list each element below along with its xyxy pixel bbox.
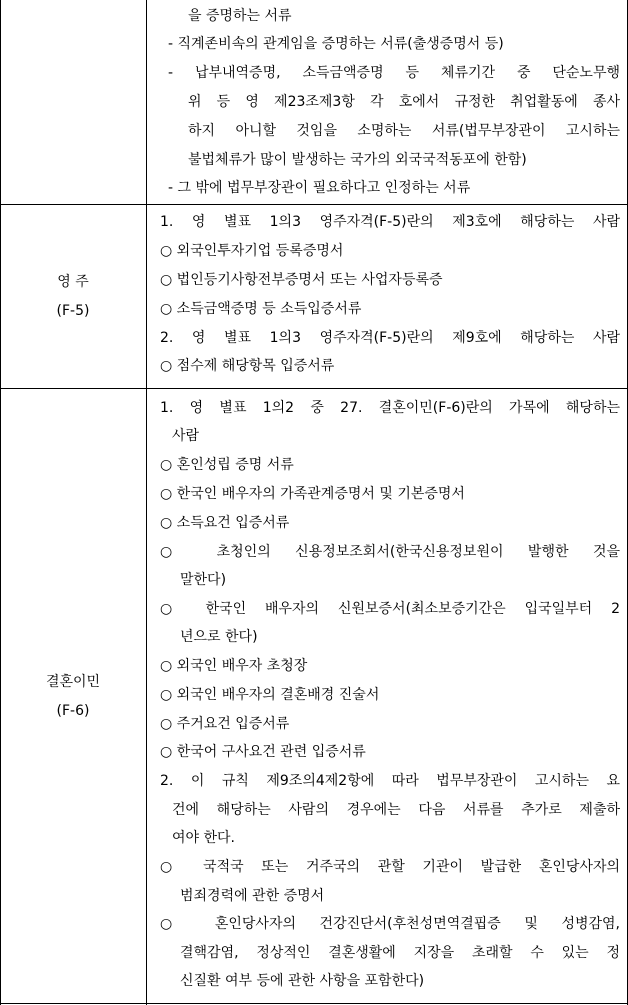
content-line: 불법체류가 많이 발생하는 국가의 외국국적동포에 한함) (188, 152, 527, 168)
row-divider (0, 204, 628, 205)
content-line: ○ 소득금액증명 등 소득입증서류 (160, 301, 362, 317)
content-line: ○ 외국인투자기업 등록증명서 (160, 243, 344, 259)
content-line: ○ 점수제 해당항목 입증서류 (160, 358, 335, 374)
table-column-divider (146, 0, 147, 1005)
category-label: 영 주 (57, 274, 89, 290)
content-line: 신질환 여부 등에 관한 사항을 포함한다) (180, 973, 425, 989)
content-line: 범죄경력에 관한 증명서 (180, 888, 325, 904)
row-divider (0, 388, 628, 389)
content-line: ○ 한국인 배우자의 가족관계증명서 및 기본증명서 (160, 486, 465, 502)
content-line: ○ 외국인 배우자 초청장 (160, 658, 308, 674)
content-line: 말한다) (180, 572, 227, 588)
content-line: 결핵감염, 정상적인 결혼생활에 지장을 초래할 수 있는 정 (180, 945, 620, 961)
content-line: 2. 영 별표 1의3 영주자격(F-5)란의 제9호에 해당하는 사람 (160, 330, 620, 346)
content-line: - 그 밖에 법무부장관이 필요하다고 인정하는 서류 (168, 180, 471, 196)
content-line: ○ 외국인 배우자의 결혼배경 진술서 (160, 687, 380, 703)
content-line: ○ 법인등기사항전부증명서 또는 사업자등록증 (160, 272, 443, 288)
content-line: 1. 영 별표 1의2 중 27. 결혼이민(F-6)란의 가목에 해당하는 (160, 400, 620, 416)
content-line: ○ 소득요건 입증서류 (160, 515, 290, 531)
category-label: 결혼이민 (45, 674, 101, 690)
content-line: 하지 아니할 것임을 소명하는 서류(법무부장관이 고시하는 (188, 123, 620, 139)
content-line: 을 증명하는 서류 (188, 8, 292, 24)
content-line: ○ 혼인당사자의 건강진단서(후천성면역결핍증 및 성병감염, (160, 916, 620, 932)
content-line: ○ 국적국 또는 거주국의 관할 기관이 발급한 혼인당사자의 (160, 859, 620, 875)
content-line: ○ 혼인성립 증명 서류 (160, 457, 294, 473)
table-border-bottom (0, 1003, 628, 1004)
content-line: - 납부내역증명, 소득금액증명 등 체류기간 중 단순노무행 (168, 65, 620, 81)
content-line: 여야 한다. (172, 830, 235, 846)
content-line: 년으로 한다) (180, 629, 258, 645)
content-line: ○ 한국인 배우자의 신원보증서(최소보증기간은 입국일부터 2 (160, 601, 620, 617)
content-line: - 직계존비속의 관계임을 증명하는 서류(출생증명서 등) (168, 36, 504, 52)
category-code: (F-6) (56, 703, 90, 719)
content-line: ○ 초청인의 신용정보조회서(한국신용정보원이 발행한 것을 (160, 544, 620, 560)
content-line: ○ 한국어 구사요건 관련 입증서류 (160, 744, 366, 760)
content-line: 2. 이 규칙 제9조의4제2항에 따라 법무부장관이 고시하는 요 (160, 773, 620, 789)
content-line: 사람 (172, 428, 200, 444)
content-line: 위 등 영 제23조제3항 각 호에서 규정한 취업활동에 종사 (188, 94, 620, 110)
category-code: (F-5) (56, 303, 90, 319)
content-line: 1. 영 별표 1의3 영주자격(F-5)란의 제3호에 해당하는 사람 (160, 214, 620, 230)
content-line: ○ 주거요건 입증서류 (160, 716, 290, 732)
table-border-left (0, 0, 1, 1005)
content-line: 건에 해당하는 사람의 경우에는 다음 서류를 추가로 제출하 (172, 802, 620, 818)
